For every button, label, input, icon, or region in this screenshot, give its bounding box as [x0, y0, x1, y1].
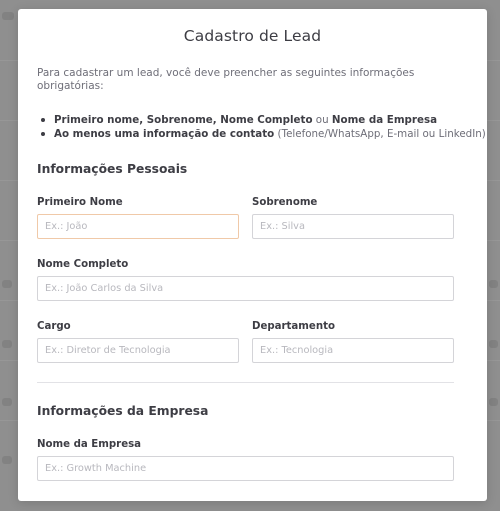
background-text: [2, 12, 14, 20]
modal-title: Cadastro de Lead: [183, 27, 322, 45]
department-label: Departamento: [252, 321, 335, 332]
section-divider: [37, 382, 454, 383]
background-text: [489, 398, 498, 406]
requirement-text: (Telefone/WhatsApp, E-mail ou LinkedIn): [274, 128, 486, 140]
first-name-input[interactable]: [37, 214, 239, 239]
company-name-label: Nome da Empresa: [37, 439, 142, 450]
role-input[interactable]: [37, 338, 239, 363]
last-name-input[interactable]: [252, 214, 454, 239]
personal-info-heading: Informações Pessoais: [37, 162, 188, 176]
requirement-item: [39, 113, 486, 127]
company-name-input[interactable]: [37, 456, 454, 481]
background-text: [2, 340, 12, 348]
department-input[interactable]: [252, 338, 454, 363]
background-text: [489, 340, 498, 348]
company-info-heading: Informações da Empresa: [37, 404, 209, 418]
requirements-list: [39, 113, 486, 141]
requirement-text: ou: [312, 114, 332, 126]
background-text: [489, 280, 498, 288]
lead-registration-modal: [18, 9, 487, 501]
requirement-bold: Ao menos uma informação de contato: [54, 128, 275, 140]
requirement-bold: Nome da Empresa: [331, 114, 438, 126]
full-name-input[interactable]: [37, 276, 454, 301]
requirement-bold: Primeiro nome, Sobrenome, Nome Completo: [54, 114, 313, 126]
first-name-label: Primeiro Nome: [37, 197, 123, 208]
background-text: [2, 456, 12, 464]
full-name-label: Nome Completo: [37, 259, 129, 270]
intro-text: Para cadastrar um lead, você deve preencher as seguintes informações obrigatórias:: [37, 67, 415, 92]
background-text: [2, 398, 12, 406]
role-label: Cargo: [37, 321, 71, 332]
requirement-item: [39, 127, 486, 141]
last-name-label: Sobrenome: [252, 197, 318, 208]
background-text: [2, 280, 12, 288]
